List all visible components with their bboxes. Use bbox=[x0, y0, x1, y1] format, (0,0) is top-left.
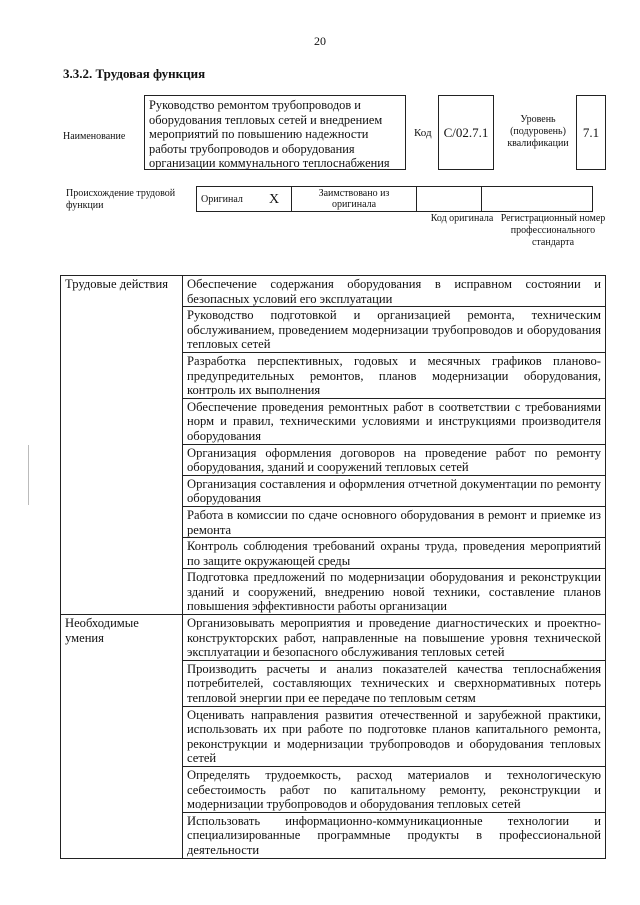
name-label: Наименование bbox=[63, 131, 126, 142]
skills-label: Необходимые умения bbox=[61, 615, 183, 859]
skill-item: Оценивать направления развития отечественной и зарубежной практики, использовать их при работе по подготовке планов капитального ремонта, реконструкции и модернизации трубопроводов и оборудования тепловых сетей bbox=[183, 706, 606, 766]
origin-code-caption: Код оригинала bbox=[430, 213, 494, 224]
action-item: Работа в комиссии по сдаче основного оборудования в ремонт и приемке из ремонта bbox=[183, 506, 606, 537]
skill-item: Производить расчеты и анализ показателей качества теплоснабжения потребителей, составляющих технических и сверхнормативных потерь тепловой энергии при ее передаче по тепловым сетям bbox=[183, 660, 606, 706]
origin-reg-caption: Регистрационный номер профессионального стандарта bbox=[500, 213, 606, 248]
action-item: Организация составления и оформления отчетной документации по ремонту оборудования bbox=[183, 475, 606, 506]
function-code: C/02.7.1 bbox=[438, 95, 494, 170]
skill-item: Определять трудоемкость, расход материалов и технологическую себестоимость работ по капитальному ремонту, реконструкции и модернизации трубопроводов и оборудования тепловых сетей bbox=[183, 767, 606, 813]
origin-borrowed-label: Заимствовано из оригинала bbox=[292, 187, 417, 212]
origin-label: Происхождение трудовой функции bbox=[66, 188, 176, 211]
qualification-level: 7.1 bbox=[576, 95, 606, 170]
skill-item: Использовать информационно-коммуникационные технологии и специализированные программные продукты в профессиональной деятельности bbox=[183, 812, 606, 858]
page-number: 20 bbox=[314, 34, 326, 48]
scan-margin-line bbox=[28, 445, 29, 505]
origin-code-cell bbox=[417, 187, 482, 212]
action-item: Подготовка предложений по модернизации оборудования и реконструкции зданий и сооружений, внедрению новой техники, составление планов повышения эффективности работы организации bbox=[183, 569, 606, 615]
action-item: Обеспечение проведения ремонтных работ в соответствии с требованиями норм и правил, техническими условиями и инструкциями производителя оборудования bbox=[183, 398, 606, 444]
function-name: Руководство ремонтом трубопроводов и оборудования тепловых сетей и внедрением мероприятий по повышению надежности работы трубопроводов и оборудования организации коммунального теплоснабжения bbox=[144, 95, 406, 170]
action-item: Разработка перспективных, годовых и месячных графиков планово-предупредительных ремонтов, планов модернизации оборудования, контроль их выполнения bbox=[183, 352, 606, 398]
code-label: Код bbox=[414, 127, 432, 139]
action-item: Обеспечение содержания оборудования в исправном состоянии и безопасных условий его эксплуатации bbox=[183, 276, 606, 307]
origin-reg-cell bbox=[482, 187, 593, 212]
action-item: Организация оформления договоров на проведение работ по ремонту оборудования, зданий и сооружений тепловых сетей bbox=[183, 444, 606, 475]
actions-label: Трудовые действия bbox=[61, 276, 183, 615]
skill-item: Организовывать мероприятия и проведение диагностических и проектно-конструкторских работ, направленные на повышение уровня технической эксплуатации и безопасного обслуживания тепловых сетей bbox=[183, 615, 606, 661]
action-item: Контроль соблюдения требований охраны труда, проведения мероприятий по защите окружающей среды bbox=[183, 538, 606, 569]
origin-original-mark: X bbox=[257, 187, 292, 212]
origin-table bbox=[196, 186, 593, 212]
action-item: Руководство подготовкой и организацией ремонта, техническим обслуживанием, проведением модернизации трубопроводов и оборудования тепловых сетей bbox=[183, 307, 606, 353]
level-label: Уровень (подуровень) квалификации bbox=[507, 114, 569, 149]
origin-original-label: Оригинал bbox=[197, 187, 258, 212]
section-title: 3.3.2. Трудовая функция bbox=[63, 66, 206, 81]
function-details-table bbox=[60, 275, 606, 859]
